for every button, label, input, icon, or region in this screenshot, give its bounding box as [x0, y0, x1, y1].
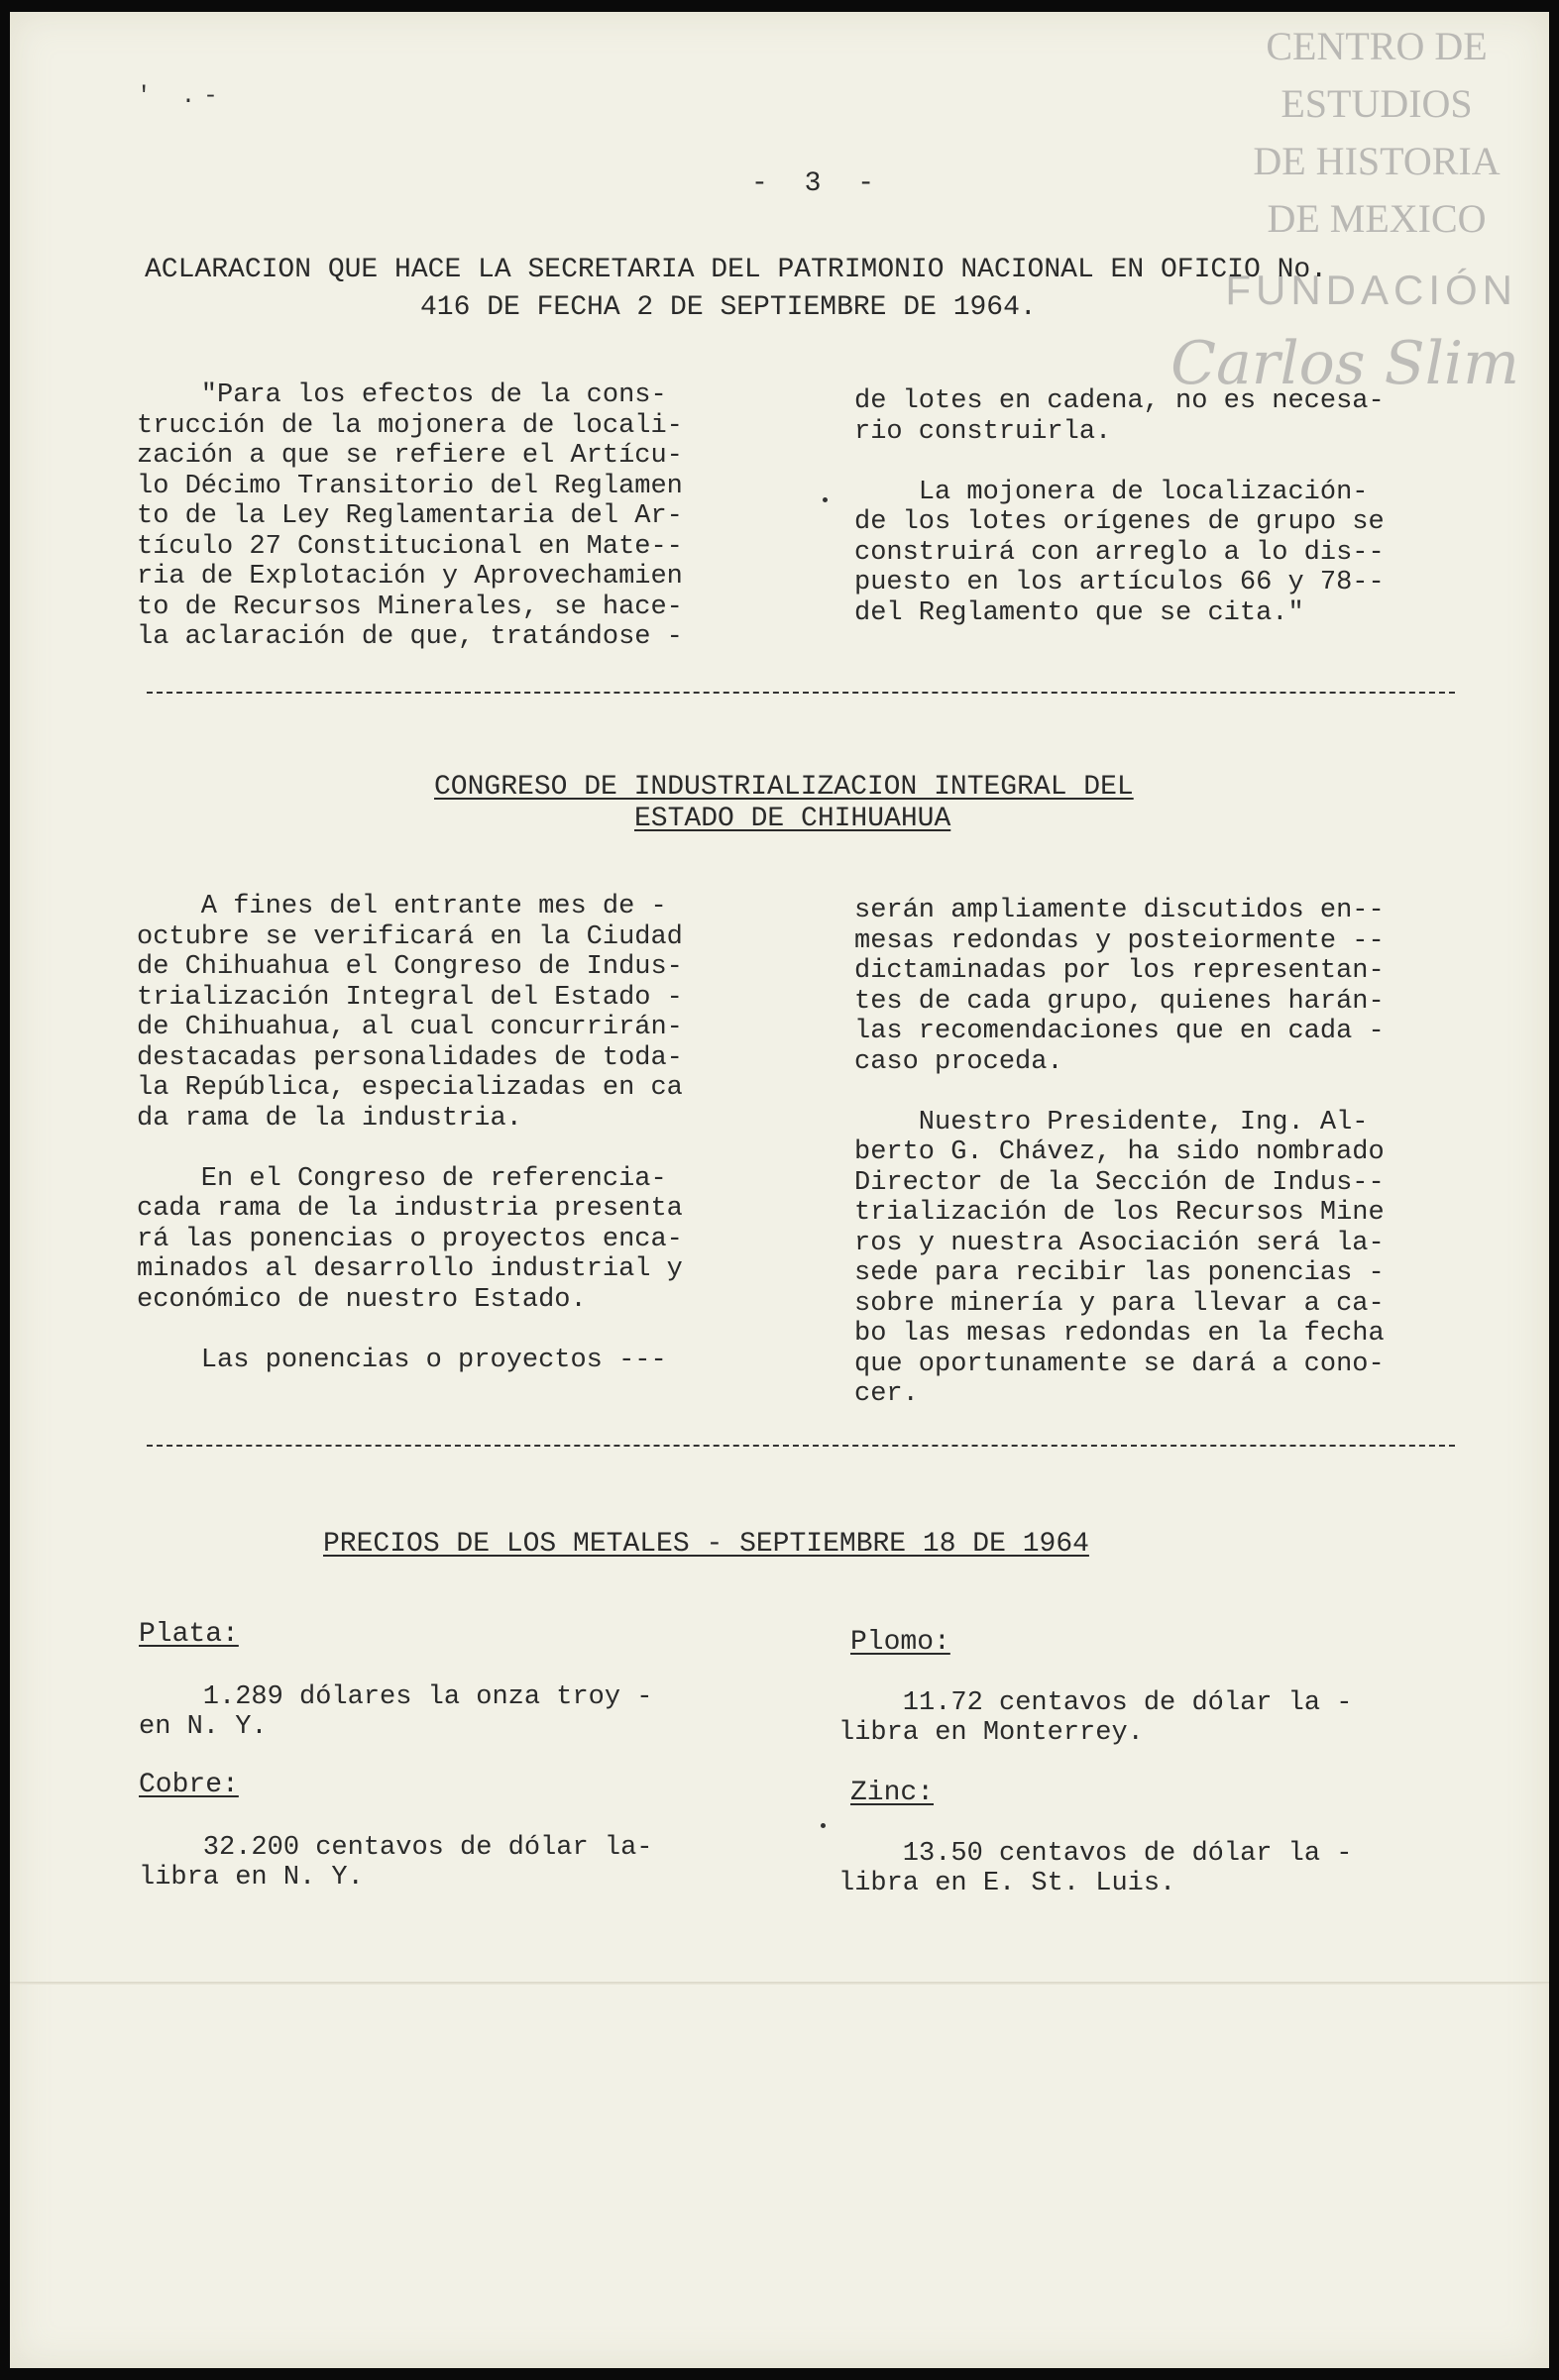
- cobre-value: 32.200 centavos de dólar la- libra en N. Y.: [139, 1833, 653, 1893]
- page-number: - 3 -: [751, 168, 885, 199]
- watermark-line-2: ESTUDIOS: [1281, 81, 1473, 126]
- watermark-signature: Carlos Slim: [1170, 329, 1519, 398]
- section1-left-column: "Para los efectos de la cons- trucción de la mojonera de locali- zación a que se refiere el Artícu- lo Décimo Transitorio del Reglamen to de la Ley Reglamentaria del Ar- tículo 27 Constitucional en Mate-- ria de Explotación y Aprovechamien to de Recursos Minerales, se hace- la aclaración de que, tratándose -: [137, 380, 683, 652]
- plata-label: Plata:: [139, 1619, 239, 1650]
- plata-value: 1.289 dólares la onza troy - en N. Y.: [139, 1682, 653, 1742]
- section1-title-line2: 416 DE FECHA 2 DE SEPTIEMBRE DE 1964.: [420, 292, 1037, 323]
- paper-fold-line: [10, 1982, 1549, 1985]
- section2-left-column: A fines del entrante mes de - octubre se verificará en la Ciudad de Chihuahua el Congreso de Indus- trialización Integral del Estado - de Chihuahua, al cual concurrirán- destacadas personalidades de toda- la República, especializadas en ca da rama de la industria. En el Congreso de referencia- cada rama de la industria presenta rá las ponencias o proyectos enca- minados al desarrollo industrial y económico de nuestro Estado. Las ponencias o proyectos ---: [137, 892, 683, 1375]
- stray-mark-1: [823, 497, 828, 502]
- watermark-line-1: CENTRO DE: [1266, 24, 1488, 68]
- section2-title-line2: ESTADO DE CHIHUAHUA: [634, 804, 951, 834]
- section1-title-line1: ACLARACION QUE HACE LA SECRETARIA DEL PATRIMONIO NACIONAL EN OFICIO No.: [145, 255, 1327, 285]
- watermark-line-3: DE HISTORIA: [1253, 139, 1501, 183]
- archive-watermark: [1170, 18, 1525, 398]
- plomo-value: 11.72 centavos de dólar la - libra en Monterrey.: [838, 1688, 1353, 1748]
- cobre-label: Cobre:: [139, 1770, 239, 1800]
- watermark-line-4: DE MEXICO: [1267, 196, 1487, 241]
- zinc-label: Zinc:: [850, 1778, 935, 1808]
- watermark-foundation: FUNDACIÓN: [1225, 267, 1517, 313]
- section-divider-2: [147, 1445, 1455, 1447]
- section1-right-column: de lotes en cadena, no es necesa- rio construirla. La mojonera de localización- de los lotes orígenes de grupo se construirá con arreglo a lo dis-- puesto en los artículos 66 y 78-- del Reglamento que se cita.": [854, 386, 1385, 628]
- plomo-label: Plomo:: [850, 1627, 950, 1658]
- stray-mark-2: [821, 1823, 826, 1828]
- document-page: [10, 12, 1549, 2368]
- section2-title-line1: CONGRESO DE INDUSTRIALIZACION INTEGRAL DEL: [434, 772, 1134, 803]
- section3-title: PRECIOS DE LOS METALES - SEPTIEMBRE 18 DE 1964: [323, 1529, 1089, 1560]
- section-divider-1: [147, 692, 1455, 694]
- page-marks: ' .-: [137, 83, 226, 110]
- section2-right-column: serán ampliamente discutidos en-- mesas redondas y posteiormente -- dictaminadas por los representan- tes de cada grupo, quienes harán- las recomendaciones que en cada - caso proceda. Nuestro Presidente, Ing. Al- berto G. Chávez, ha sido nombrado Director de la Sección de Indus-- trialización de los Recursos Mine ros y nuestra Asociación será la- sede para recibir las ponencias - sobre minería y para llevar a ca- bo las mesas redondas en la fecha que oportunamente se dará a cono- cer.: [854, 896, 1385, 1409]
- zinc-value: 13.50 centavos de dólar la - libra en E. St. Luis.: [838, 1839, 1353, 1898]
